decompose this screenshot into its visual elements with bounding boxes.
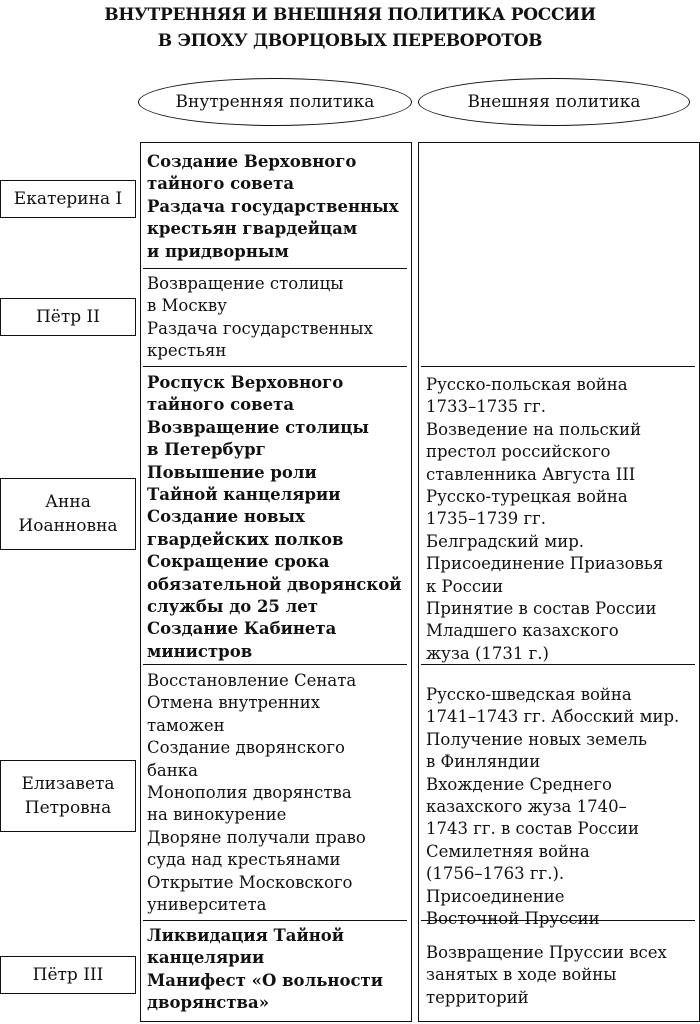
ruler-name-line: Иоанновна	[18, 516, 118, 536]
external-policy-header: Внешняя политика	[418, 78, 690, 126]
page-title	[0, 2, 700, 54]
ruler-name-line: Петровна	[24, 798, 112, 818]
ruler-elizaveta-petrovna	[0, 760, 136, 832]
divider	[143, 268, 407, 269]
ruler-name-line: Елизавета	[21, 774, 115, 794]
divider	[143, 664, 407, 665]
ruler-anna-ioannovna	[0, 478, 136, 550]
internal-policy-peter-iii: Ликвидация Тайной канцелярии Манифест «О вольности дворянства»	[147, 926, 383, 1013]
ruler-peter-ii: Пётр II	[0, 298, 136, 336]
internal-policy-header: Внутренняя политика	[138, 78, 412, 126]
external-policy-peter-iii: Возвращение Пруссии всех занятых в ходе войны территорий	[426, 943, 667, 1007]
divider	[143, 920, 407, 921]
internal-policy-elizaveta-petrovna: Восстановление Сената Отмена внутренних таможен Создание дворянского банка Монополия дворянства на винокурение Дворяне получали право суда над крестьянами Открытие Московского университета	[147, 671, 366, 915]
title-line-2: В ЭПОХУ ДВОРЦОВЫХ ПЕРЕВОРОТОВ	[157, 31, 543, 51]
internal-policy-anna-ioannovna: Роспуск Верховного тайного совета Возвращение столицы в Петербург Повышение роли Тайной канцелярии Создание новых гвардейских полков Сокращение срока обязательной дворянской службы до 25 лет Создание Кабинета министров	[147, 373, 402, 661]
internal-policy-peter-ii: Возвращение столицы в Москву Раздача государственных крестьян	[147, 274, 373, 361]
ruler-catherine-i: Екатерина I	[0, 180, 136, 218]
divider	[421, 366, 695, 367]
title-line-1: ВНУТРЕННЯЯ И ВНЕШНЯЯ ПОЛИТИКА РОССИИ	[104, 5, 596, 25]
divider	[143, 366, 407, 367]
ruler-name-line: Анна	[45, 492, 91, 512]
external-policy-anna-ioannovna: Русско-польская война 1733–1735 гг. Возведение на польский престол российского ставленника Августа III Русско-турецкая война 1735–1739 гг. Белградский мир. Присоединение Приазовья к России Принятие в состав России Младшего казахского жуза (1731 г.)	[426, 375, 664, 663]
external-policy-elizaveta-petrovna: Русско-шведская война 1741–1743 гг. Абосский мир. Получение новых земель в Финляндии Вхождение Среднего казахского жуза 1740– 1743 гг. в состав России Семилетняя война (1756–1763 гг.). Присоединение Восточной Пруссии	[426, 685, 680, 929]
internal-policy-catherine-i: Создание Верховного тайного совета Раздача государственных крестьян гвардейцам и придворным	[147, 152, 399, 261]
ruler-peter-iii: Пётр III	[0, 956, 136, 994]
